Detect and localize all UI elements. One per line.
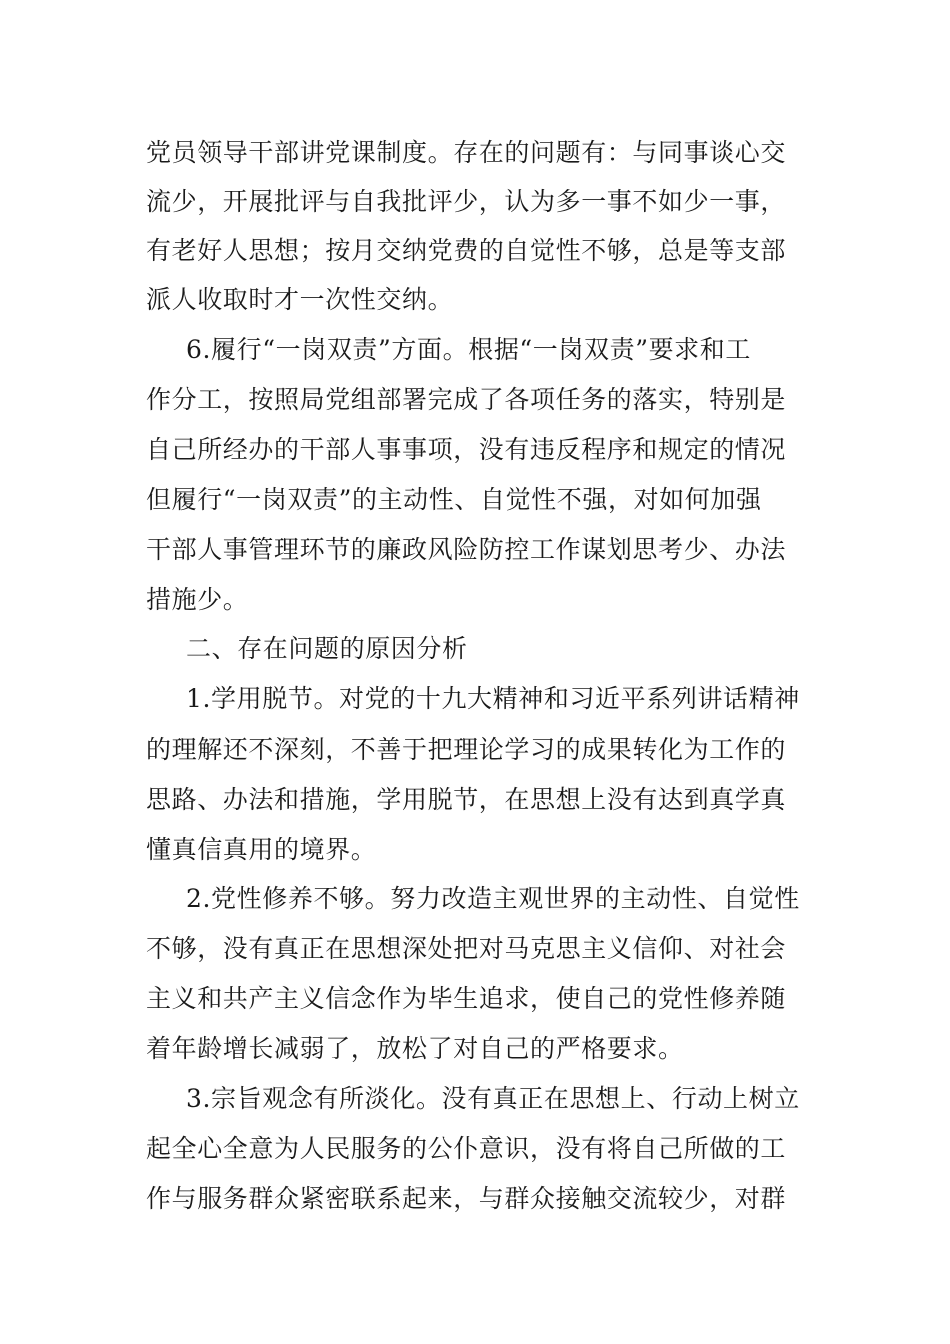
- text-line: 主义和共产主义信念作为毕生追求，使自己的党性修养随: [146, 984, 787, 1013]
- text-line: 着年龄增长减弱了，放松了对自己的严格要求。: [146, 1034, 684, 1063]
- text-line: 但履行“一岗双责”的主动性、自觉性不强，对如何加强: [146, 485, 762, 514]
- text-line: 懂真信真用的境界。: [146, 835, 377, 864]
- text-line: 的理解还不深刻，不善于把理论学习的成果转化为工作的: [146, 735, 787, 764]
- text-line: 作分工，按照局党组部署完成了各项任务的落实，特别是: [146, 385, 787, 414]
- text-line: 作与服务群众紧密联系起来，与群众接触交流较少，对群: [146, 1184, 787, 1213]
- text-line: 自己所经办的干部人事事项，没有违反程序和规定的情况: [146, 435, 787, 464]
- text-line: 党员领导干部讲党课制度。存在的问题有：与同事谈心交: [146, 138, 787, 167]
- section-title: 二、存在问题的原因分析: [186, 634, 468, 663]
- section-heading: 3.宗旨观念有所淡化。没有真正在思想上、行动上树立: [186, 1084, 800, 1113]
- text-line: 措施少。: [146, 585, 249, 614]
- text-line: 流少，开展批评与自我批评少，认为多一事不如少一事，: [146, 187, 787, 216]
- section-heading: 2.党性修养不够。努力改造主观世界的主动性、自觉性: [186, 884, 800, 913]
- text-line: 起全心全意为人民服务的公仆意识，没有将自己所做的工: [146, 1134, 787, 1163]
- section-heading: 1.学用脱节。对党的十九大精神和习近平系列讲话精神: [186, 684, 800, 713]
- text-line: 干部人事管理环节的廉政风险防控工作谋划思考少、办法: [146, 535, 787, 564]
- text-line: 派人收取时才一次性交纳。: [146, 285, 454, 314]
- section-heading: 6.履行“一岗双责”方面。根据“一岗双责”要求和工: [186, 335, 751, 364]
- text-line: 思路、办法和措施，学用脱节，在思想上没有达到真学真: [146, 785, 787, 814]
- text-line: 不够，没有真正在思想深处把对马克思主义信仰、对社会: [146, 934, 787, 963]
- text-line: 有老好人思想；按月交纳党费的自觉性不够，总是等支部: [146, 236, 787, 265]
